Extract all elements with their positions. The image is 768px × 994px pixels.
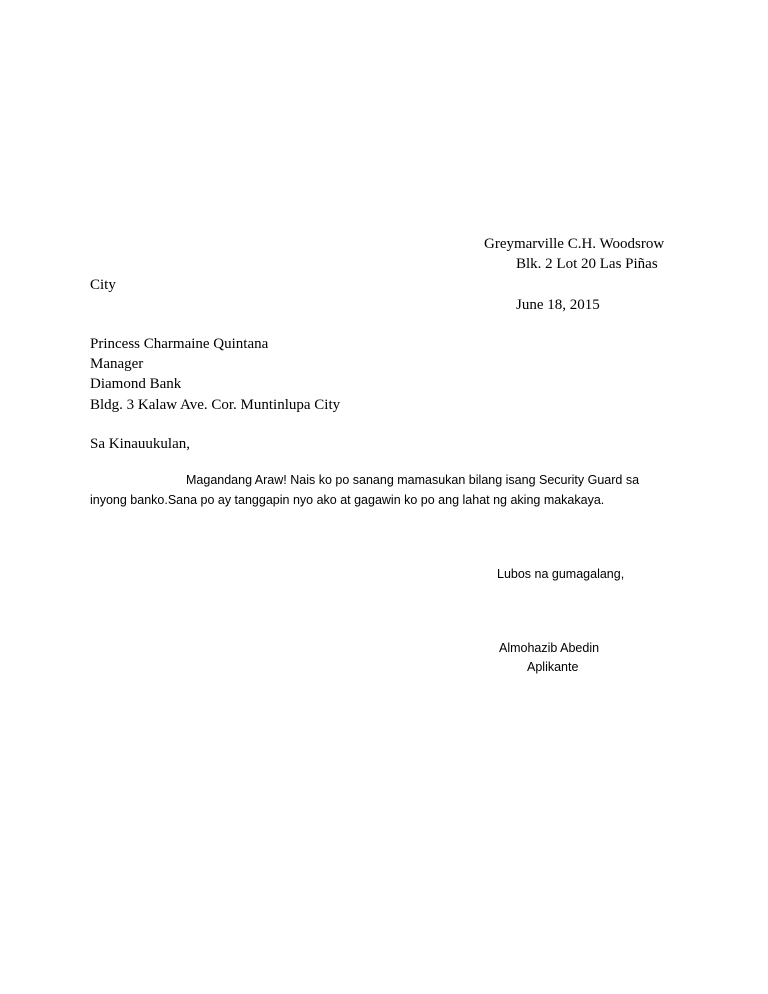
letter-body-line1: Magandang Araw! Nais ko po sanang mamasukan bilang isang Security Guard sa	[186, 473, 640, 487]
recipient-company: Diamond Bank	[90, 376, 182, 392]
recipient-address: Bldg. 3 Kalaw Ave. Cor. Muntinlupa City	[90, 397, 341, 413]
signature-role: Aplikante	[527, 660, 579, 674]
sender-address-line3: City	[90, 277, 116, 293]
sender-address-line2: Blk. 2 Lot 20 Las Piñas	[516, 256, 658, 272]
letter-body	[90, 470, 678, 510]
salutation: Sa Kinauukulan,	[90, 436, 190, 452]
sender-address-line1: Greymarville C.H. Woodsrow	[484, 236, 665, 252]
recipient-title: Manager	[90, 356, 144, 372]
letter-body-line2: inyong banko.Sana po ay tanggapin nyo ako at gagawin ko po ang lahat ng aking makakaya.	[90, 493, 605, 507]
recipient-name: Princess Charmaine Quintana	[90, 336, 269, 352]
signature-name: Almohazib Abedin	[499, 641, 600, 655]
closing: Lubos na gumagalang,	[497, 567, 625, 581]
letter-date: June 18, 2015	[516, 297, 600, 313]
